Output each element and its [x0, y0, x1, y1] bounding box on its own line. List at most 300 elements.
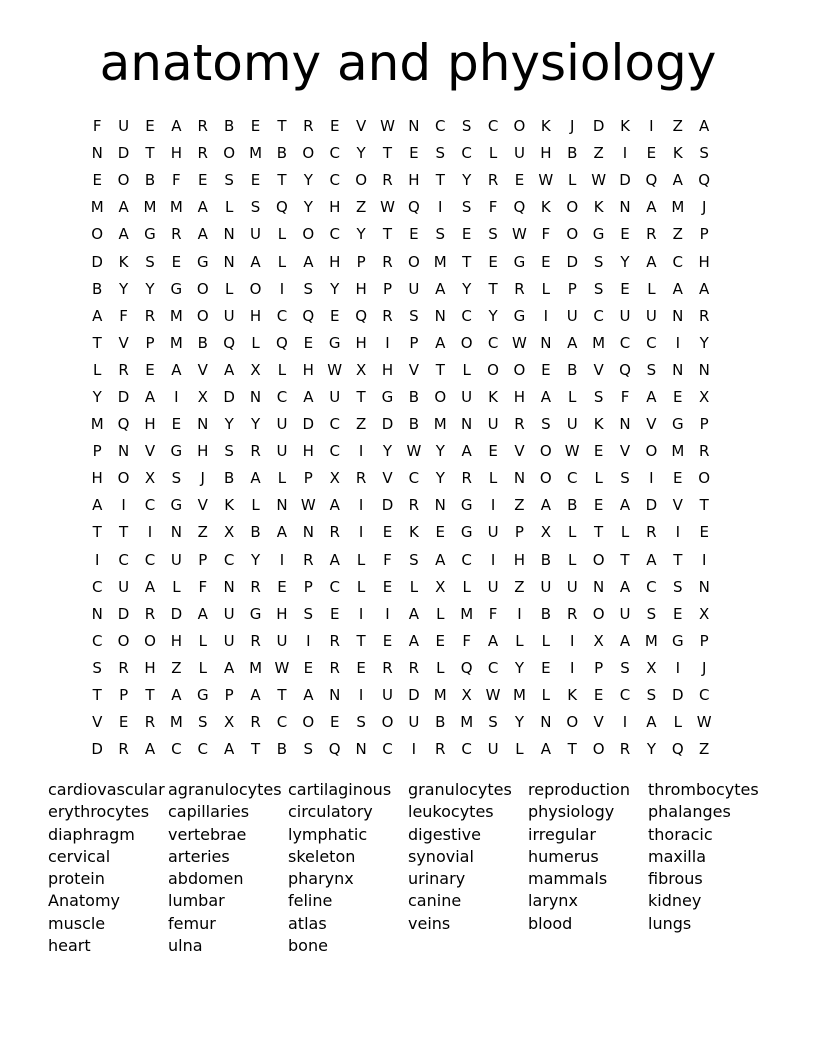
- word-item: femur: [168, 913, 216, 933]
- grid-letter: N: [302, 523, 314, 542]
- grid-letter: L: [462, 360, 471, 379]
- grid-letter: H: [355, 279, 367, 298]
- grid-letter: U: [619, 604, 631, 623]
- grid-letter: E: [250, 117, 261, 136]
- grid-letter: G: [170, 496, 183, 515]
- grid-letter: G: [196, 252, 209, 271]
- grid-letter: O: [434, 387, 447, 406]
- grid-letter: S: [646, 604, 657, 623]
- grid-letter: L: [251, 496, 260, 515]
- word-item: thoracic: [648, 824, 713, 844]
- grid-row: [84, 736, 744, 763]
- word-item: urinary: [408, 869, 466, 889]
- grid-letter: A: [276, 523, 288, 542]
- grid-letter: I: [649, 469, 654, 488]
- grid-letter: G: [460, 496, 473, 515]
- grid-row: [84, 492, 744, 519]
- grid-letter: S: [303, 740, 314, 759]
- grid-letter: R: [698, 306, 710, 325]
- grid-letter: O: [592, 550, 605, 569]
- grid-letter: M: [592, 333, 606, 352]
- grid-letter: A: [197, 225, 208, 244]
- grid-letter: T: [462, 252, 472, 271]
- grid-letter: E: [435, 631, 446, 650]
- grid-row: [84, 140, 744, 167]
- grid-letter: C: [646, 577, 657, 596]
- grid-letter: R: [382, 252, 393, 271]
- grid-letter: F: [620, 387, 630, 406]
- grid-letter: X: [144, 469, 156, 488]
- word-column: [48, 779, 168, 957]
- word-item: irregular: [528, 824, 596, 844]
- grid-letter: A: [699, 117, 710, 136]
- word-item: feline: [288, 891, 333, 911]
- grid-letter: S: [409, 306, 419, 325]
- grid-letter: G: [170, 279, 183, 298]
- grid-letter: X: [435, 577, 446, 596]
- grid-letter: G: [170, 442, 183, 461]
- grid-letter: A: [197, 604, 208, 623]
- grid-letter: I: [438, 198, 443, 217]
- grid-letter: G: [460, 523, 473, 542]
- word-item: capillaries: [168, 802, 250, 822]
- grid-letter: V: [197, 496, 208, 515]
- grid-letter: O: [407, 252, 420, 271]
- grid-letter: A: [250, 686, 261, 705]
- grid-letter: W: [327, 360, 343, 379]
- grid-letter: U: [566, 306, 578, 325]
- grid-letter: U: [487, 577, 499, 596]
- grid-letter: B: [276, 144, 288, 163]
- grid-letter: E: [593, 442, 604, 461]
- grid-letter: U: [487, 740, 499, 759]
- grid-letter: N: [276, 496, 288, 515]
- word-item: lumbar: [168, 891, 225, 911]
- grid-letter: C: [144, 550, 156, 569]
- word-item: reproduction: [528, 780, 630, 799]
- grid-letter: A: [329, 550, 340, 569]
- grid-letter: I: [490, 496, 496, 515]
- word-item: humerus: [528, 846, 599, 866]
- grid-letter: I: [306, 631, 311, 650]
- grid-letter: S: [488, 225, 498, 244]
- grid-letter: N: [91, 144, 103, 163]
- grid-letter: B: [144, 171, 156, 190]
- grid-letter: E: [382, 577, 393, 596]
- grid-row: [84, 330, 744, 357]
- grid-letter: Y: [514, 713, 525, 732]
- grid-letter: H: [698, 252, 710, 271]
- grid-letter: P: [699, 225, 709, 244]
- grid-letter: E: [92, 171, 102, 190]
- grid-letter: R: [514, 415, 525, 434]
- grid-letter: N: [672, 360, 684, 379]
- grid-letter: E: [620, 279, 630, 298]
- grid-letter: E: [673, 387, 683, 406]
- grid-letter: M: [143, 198, 157, 217]
- grid-letter: L: [568, 523, 577, 542]
- grid-letter: A: [118, 225, 129, 244]
- grid-letter: N: [91, 604, 103, 623]
- grid-letter: Z: [171, 658, 182, 677]
- grid-letter: P: [567, 279, 577, 298]
- grid-letter: X: [699, 387, 710, 406]
- grid-row: [84, 709, 744, 736]
- grid-letter: I: [517, 604, 522, 623]
- grid-letter: M: [249, 658, 263, 677]
- grid-letter: U: [382, 686, 393, 705]
- grid-letter: D: [645, 496, 658, 515]
- grid-letter: A: [435, 333, 446, 352]
- grid-letter: V: [514, 442, 525, 461]
- grid-row: [84, 519, 744, 546]
- grid-letter: O: [513, 360, 526, 379]
- grid-letter: W: [538, 171, 554, 190]
- grid-letter: K: [118, 252, 129, 271]
- grid-letter: L: [488, 144, 498, 163]
- grid-letter: M: [671, 198, 685, 217]
- grid-letter: A: [250, 252, 261, 271]
- grid-letter: H: [540, 144, 552, 163]
- grid-letter: O: [566, 198, 579, 217]
- grid-letter: N: [329, 686, 341, 705]
- grid-letter: Y: [356, 144, 366, 163]
- grid-letter: Y: [699, 333, 709, 352]
- grid-letter: A: [303, 686, 314, 705]
- grid-letter: A: [171, 686, 182, 705]
- grid-letter: M: [460, 713, 474, 732]
- grid-letter: U: [276, 442, 288, 461]
- grid-letter: A: [92, 306, 103, 325]
- grid-letter: W: [591, 171, 607, 190]
- grid-letter: L: [541, 279, 551, 298]
- grid-letter: C: [171, 740, 182, 759]
- grid-letter: S: [224, 171, 234, 190]
- grid-letter: O: [117, 631, 130, 650]
- grid-letter: C: [461, 740, 472, 759]
- grid-letter: L: [224, 279, 234, 298]
- grid-letter: I: [279, 279, 285, 298]
- grid-letter: S: [197, 713, 208, 732]
- grid-letter: L: [251, 333, 260, 352]
- grid-letter: W: [512, 333, 527, 352]
- grid-letter: T: [567, 740, 577, 759]
- grid-letter: Q: [645, 171, 658, 190]
- word-item: cervical: [48, 846, 111, 866]
- grid-letter: U: [540, 577, 552, 596]
- grid-letter: Y: [435, 469, 445, 488]
- grid-row: [84, 113, 744, 140]
- grid-letter: A: [303, 387, 314, 406]
- grid-letter: R: [303, 117, 314, 136]
- grid-letter: O: [698, 469, 711, 488]
- grid-letter: R: [118, 658, 129, 677]
- grid-letter: U: [408, 713, 420, 732]
- grid-letter: M: [90, 415, 104, 434]
- grid-letter: V: [197, 360, 208, 379]
- grid-letter: F: [488, 604, 498, 623]
- grid-letter: Q: [302, 306, 315, 325]
- grid-row: [84, 465, 744, 492]
- grid-letter: T: [382, 225, 393, 244]
- word-item: cartilaginous: [288, 780, 392, 799]
- grid-letter: S: [541, 415, 551, 434]
- grid-letter: A: [408, 604, 420, 623]
- grid-letter: S: [699, 144, 709, 163]
- grid-letter: R: [250, 442, 261, 461]
- grid-letter: O: [487, 360, 499, 379]
- grid-letter: A: [144, 577, 156, 596]
- grid-letter: R: [435, 740, 446, 759]
- word-column: [288, 779, 408, 957]
- grid-letter: D: [619, 171, 631, 190]
- word-item: leukocytes: [408, 802, 494, 822]
- grid-letter: T: [488, 279, 498, 298]
- grid-letter: L: [277, 469, 287, 488]
- grid-letter: P: [119, 686, 129, 705]
- grid-letter: P: [699, 631, 709, 650]
- grid-letter: U: [513, 144, 525, 163]
- grid-letter: Y: [620, 252, 630, 271]
- grid-letter: B: [540, 550, 551, 569]
- grid-letter: C: [329, 442, 340, 461]
- grid-letter: C: [329, 171, 340, 190]
- word-item: thrombocytes: [648, 780, 759, 799]
- grid-letter: E: [250, 171, 261, 190]
- grid-letter: P: [409, 333, 419, 352]
- word-item: arteries: [168, 846, 230, 866]
- grid-letter: Q: [513, 198, 526, 217]
- grid-letter: S: [646, 686, 657, 705]
- grid-letter: X: [540, 523, 551, 542]
- grid-letter: P: [92, 442, 102, 461]
- grid-letter: C: [329, 144, 340, 163]
- grid-letter: H: [170, 631, 182, 650]
- grid-letter: H: [381, 360, 394, 379]
- grid-row: [84, 411, 744, 438]
- grid-letter: C: [646, 333, 657, 352]
- grid-letter: C: [329, 577, 340, 596]
- grid-letter: R: [487, 171, 499, 190]
- grid-letter: T: [250, 740, 261, 759]
- grid-letter: A: [646, 550, 657, 569]
- grid-letter: S: [461, 117, 472, 136]
- grid-letter: O: [592, 604, 605, 623]
- grid-letter: N: [434, 496, 446, 515]
- grid-letter: Q: [117, 415, 130, 434]
- grid-letter: T: [145, 144, 155, 163]
- grid-letter: E: [541, 658, 551, 677]
- grid-letter: H: [144, 658, 156, 677]
- grid-letter: H: [513, 550, 526, 569]
- grid-letter: V: [408, 360, 420, 379]
- grid-letter: F: [198, 577, 208, 596]
- grid-row: [84, 357, 744, 384]
- grid-letter: O: [249, 279, 262, 298]
- grid-letter: Y: [514, 658, 525, 677]
- grid-letter: R: [408, 658, 420, 677]
- grid-letter: E: [409, 144, 419, 163]
- grid-letter: W: [512, 225, 527, 244]
- grid-letter: K: [593, 415, 604, 434]
- grid-letter: O: [539, 469, 552, 488]
- grid-letter: L: [594, 469, 603, 488]
- grid-letter: E: [646, 144, 657, 163]
- grid-letter: B: [435, 713, 446, 732]
- word-item: lungs: [648, 913, 692, 933]
- grid-letter: U: [566, 415, 578, 434]
- grid-letter: L: [172, 577, 181, 596]
- word-item: maxilla: [648, 846, 706, 866]
- grid-letter: R: [197, 117, 208, 136]
- grid-letter: U: [487, 415, 499, 434]
- word-item: physiology: [528, 802, 615, 822]
- word-item: kidney: [648, 891, 702, 911]
- grid-letter: F: [462, 631, 471, 650]
- grid-letter: Y: [250, 550, 261, 569]
- grid-letter: V: [619, 442, 631, 461]
- grid-letter: O: [223, 144, 236, 163]
- grid-letter: S: [145, 252, 155, 271]
- grid-letter: L: [515, 740, 524, 759]
- grid-letter: K: [224, 496, 235, 515]
- grid-letter: B: [224, 117, 235, 136]
- grid-letter: U: [223, 604, 235, 623]
- grid-letter: C: [223, 550, 235, 569]
- grid-letter: T: [92, 686, 102, 705]
- grid-letter: O: [539, 442, 552, 461]
- grid-letter: B: [567, 496, 578, 515]
- grid-letter: U: [223, 631, 235, 650]
- grid-letter: I: [358, 496, 364, 515]
- grid-letter: E: [329, 713, 340, 732]
- word-column: [648, 779, 768, 935]
- grid-letter: L: [277, 252, 287, 271]
- grid-row: [84, 384, 744, 411]
- grid-letter: R: [171, 225, 182, 244]
- grid-letter: J: [570, 117, 575, 136]
- grid-letter: O: [144, 631, 156, 650]
- grid-letter: T: [119, 523, 129, 542]
- grid-letter: E: [145, 117, 155, 136]
- grid-letter: X: [224, 523, 235, 542]
- word-item: circulatory: [288, 802, 373, 822]
- grid-letter: U: [461, 387, 473, 406]
- grid-letter: I: [358, 686, 364, 705]
- grid-letter: M: [169, 713, 183, 732]
- grid-letter: A: [92, 496, 103, 515]
- word-item: diaphragm: [48, 824, 135, 844]
- grid-letter: D: [91, 740, 103, 759]
- grid-letter: G: [328, 333, 341, 352]
- grid-letter: I: [490, 550, 496, 569]
- grid-letter: Y: [92, 387, 102, 406]
- grid-letter: I: [622, 144, 628, 163]
- grid-letter: D: [408, 686, 420, 705]
- grid-letter: C: [461, 550, 472, 569]
- grid-letter: Q: [460, 658, 473, 677]
- grid-letter: S: [250, 198, 261, 217]
- grid-letter: R: [382, 171, 393, 190]
- grid-letter: N: [355, 740, 367, 759]
- grid-letter: A: [567, 333, 578, 352]
- grid-letter: F: [383, 550, 392, 569]
- grid-letter: R: [698, 442, 710, 461]
- grid-letter: A: [672, 171, 683, 190]
- grid-letter: L: [673, 713, 682, 732]
- word-item: heart: [48, 936, 91, 956]
- grid-letter: M: [433, 415, 447, 434]
- grid-letter: C: [276, 713, 288, 732]
- grid-letter: E: [541, 252, 551, 271]
- grid-letter: I: [385, 604, 390, 623]
- grid-row: [84, 601, 744, 628]
- grid-letter: U: [408, 279, 420, 298]
- grid-letter: E: [620, 225, 630, 244]
- grid-letter: T: [382, 144, 393, 163]
- grid-letter: B: [408, 387, 420, 406]
- grid-letter: G: [592, 225, 605, 244]
- grid-letter: A: [171, 117, 182, 136]
- grid-letter: E: [382, 523, 393, 542]
- grid-letter: Y: [250, 415, 261, 434]
- grid-letter: Z: [672, 225, 683, 244]
- grid-letter: N: [619, 198, 631, 217]
- grid-letter: D: [117, 387, 130, 406]
- grid-letter: U: [118, 577, 130, 596]
- grid-letter: E: [409, 225, 419, 244]
- grid-letter: E: [277, 577, 287, 596]
- grid-letter: X: [224, 713, 235, 732]
- grid-letter: H: [91, 469, 103, 488]
- grid-letter: R: [329, 658, 340, 677]
- grid-letter: C: [461, 144, 472, 163]
- grid-letter: M: [644, 631, 658, 650]
- grid-letter: A: [329, 496, 340, 515]
- grid-letter: C: [672, 252, 684, 271]
- grid-letter: X: [461, 686, 472, 705]
- grid-letter: N: [619, 415, 631, 434]
- word-item: phalanges: [648, 802, 731, 822]
- grid-letter: V: [593, 713, 604, 732]
- grid-row: [84, 194, 744, 221]
- grid-letter: U: [170, 550, 182, 569]
- grid-letter: N: [223, 252, 235, 271]
- grid-letter: Y: [462, 279, 472, 298]
- grid-letter: H: [144, 415, 156, 434]
- word-item: agranulocytes: [168, 780, 282, 799]
- grid-letter: H: [302, 442, 314, 461]
- grid-letter: D: [91, 252, 103, 271]
- grid-letter: I: [358, 604, 364, 623]
- grid-letter: V: [593, 360, 604, 379]
- grid-letter: A: [540, 496, 551, 515]
- grid-letter: Y: [303, 171, 313, 190]
- grid-letter: N: [593, 577, 605, 596]
- grid-letter: V: [646, 415, 657, 434]
- grid-letter: S: [593, 387, 604, 406]
- grid-letter: M: [460, 604, 474, 623]
- grid-letter: A: [487, 631, 499, 650]
- grid-letter: S: [620, 658, 630, 677]
- grid-letter: N: [434, 306, 446, 325]
- grid-letter: S: [356, 713, 366, 732]
- grid-letter: L: [462, 577, 471, 596]
- grid-letter: A: [144, 740, 156, 759]
- grid-letter: I: [701, 550, 707, 569]
- grid-letter: H: [249, 306, 262, 325]
- grid-letter: H: [170, 144, 182, 163]
